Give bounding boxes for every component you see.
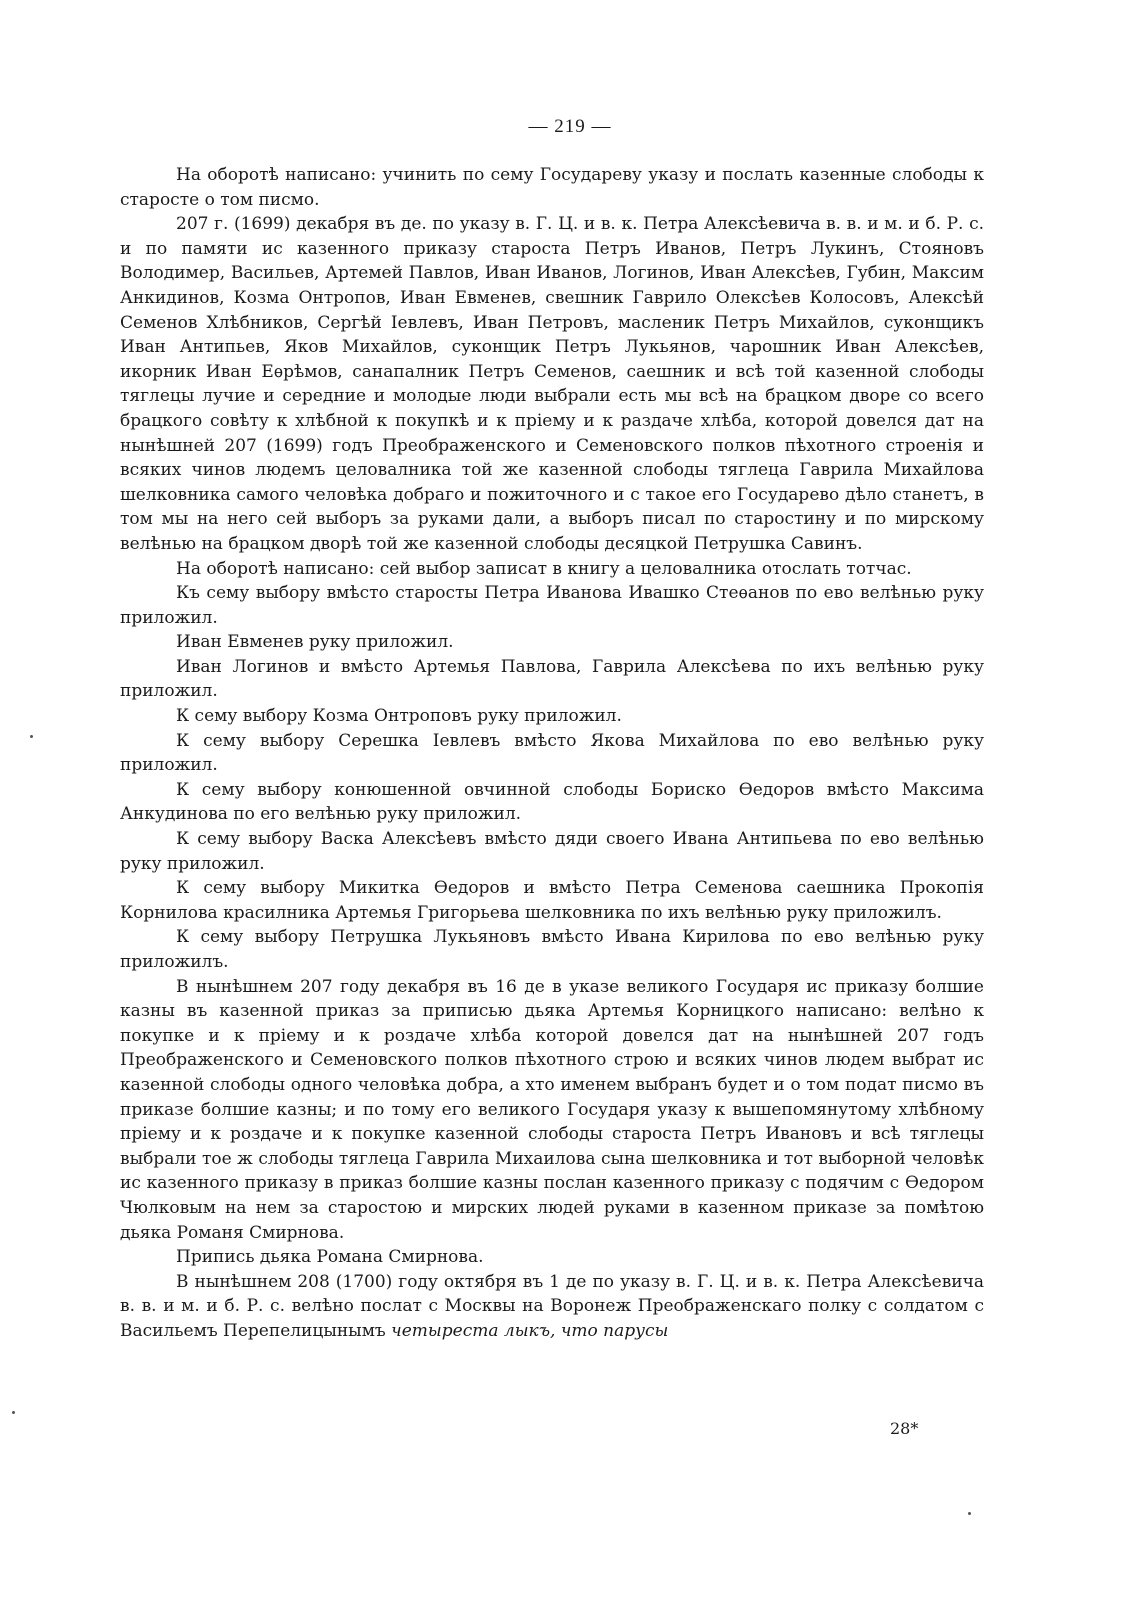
scan-speck [12, 1411, 15, 1414]
paragraph-last [120, 1270, 984, 1344]
paragraph-last-italic: четыреста лыкъ, что парусы [391, 1320, 669, 1341]
paragraph: На оборотѣ написано: сей выбор записат в книгу а целовалника отослать тотчас. [176, 558, 912, 579]
paragraph: К сему выбору Козма Онтроповъ руку приложил. [176, 706, 622, 727]
paragraph: Припись дьяка Романа Смирнова. [176, 1247, 484, 1268]
page-number: — 219 — [528, 116, 612, 137]
paragraph: К сему выбору Петрушка Лукьяновъ вмѣсто Ивана Кирилова по ево велѣнью руку приложилъ. [120, 927, 984, 972]
paragraph: К сему выбору конюшенной овчинной слободы Бориско Ѳедоров вмѣсто Максима Анкудинова по его велѣнью руку приложил. [120, 779, 984, 825]
scan-speck [968, 1512, 971, 1515]
paragraph: На оборотѣ написано: учинить по сему Государеву указу и послать казенные слободы к старосте о том писмо. [120, 165, 984, 210]
paragraph: 207 г. (1699) декабря въ де. по указу в. Г. Ц. и в. к. Петра Алексѣевича в. в. и м. и б. Р. с. и по памяти ис казенного приказу староста Петръ Иванов, Петръ Лукинъ, Стояновъ Володимер, Васильев, Артемей Павлов, Иван Иванов, Логинов, Иван Алексѣев, Губин, Максим Анкидинов, Козма Онтропов, Иван Евменев, свешник Гаврило Олексѣев Колосовъ, Алексѣй Семенов Хлѣбников, Сергѣй Іевлевъ, Иван Петровъ, масленик Петръ Михайлов, суконщикъ Иван Антипьев, Яков Михайлов, суконщик Петръ Лукьянов, чарошник Иван Алексѣев, икорник Иван Еѳрѣмов, санапалник Петръ Семенов, саешник и всѣ той казенной слободы тяглецы лучие и середние и молодые люди выбрали есть мы всѣ на брацком дворе со всего брацкого совѣту к хлѣбной к покупкѣ и к пріему и к раздаче хлѣба, которой довелся дат на нынѣшней 207 (1699) годъ Преображенского и Семеновского полков пѣхотного строенія и всяких чинов людемъ целовалника той же казенной слободы тяглеца Гаврила Михайлова шелковника самого человѣка добраго и пожиточного и с такое его Государево дѣло станетъ, в том мы на него сей выборъ за руками дали, а выборъ писал по старостину и по мирскому велѣнью на брацком дворѣ той же казенной слободы десяцкой Петрушка Савинъ. [120, 214, 984, 554]
scan-speck [30, 735, 33, 738]
signature-mark: 28* [890, 1419, 919, 1438]
paragraph-last-text: В нынѣшнем 208 (1700) году октября въ 1 де по указу в. Г. Ц. и в. к. Петра Алексѣевича в. в. и м. и б. Р. с. велѣно послат с Москвы на Воронеж Преображенскаго полку с солдатом с Васильемъ Перепелицынымъ [120, 1271, 984, 1341]
paragraph: Иван Евменев руку приложил. [176, 632, 454, 653]
paragraph: Иван Логинов и вмѣсто Артемья Павлова, Гаврила Алексѣева по ихъ велѣнью руку приложил. [120, 656, 984, 702]
paragraph: В нынѣшнем 207 году декабря въ 16 де в указе великого Государя ис приказу болшие казны въ казенной приказ за приписью дьяка Артемья Корницкого написано: велѣно к покупке и к пріему и к роздаче хлѣба которой довелся дат на нынѣшней 207 годъ Преображенского и Семеновского полков пѣхотного строю и всяких чинов людем выбрат ис казенной слободы одного человѣка добра, а хто именем выбранъ будет и о том подат писмо въ приказе болшие казны; и по тому его великого Государя указу к вышепомянутому хлѣбному пріему и к роздаче и к покупке казенной слободы староста Петръ Ивановъ и всѣ тяглецы выбрали тое ж слободы тяглеца Гаврила Михаилова сына шелковника и тот выборной человѣк ис казенного приказу в приказ болшие казны послан казенного приказу с подячим с Ѳедором Чюлковым на нем за старостою и мирских людей руками в казенном приказе за помѣтою дьяка Романя Смирнова. [120, 976, 984, 1243]
paragraph: Къ сему выбору вмѣсто старосты Петра Иванова Ивашко Стеѳанов по ево велѣнью руку приложил. [120, 583, 984, 628]
text-body [120, 163, 984, 1344]
paragraph: К сему выбору Серешка Іевлевъ вмѣсто Якова Михайлова по ево велѣнью руку приложил. [120, 730, 984, 776]
paragraph: К сему выбору Васка Алексѣевъ вмѣсто дяди своего Ивана Антипьева по ево велѣнью руку приложил. [120, 829, 984, 874]
paragraph: К сему выбору Микитка Ѳедоров и вмѣсто Петра Семенова саешника Прокопія Корнилова красилника Артемья Григорьева шелковника по ихъ велѣнью руку приложилъ. [120, 878, 984, 923]
